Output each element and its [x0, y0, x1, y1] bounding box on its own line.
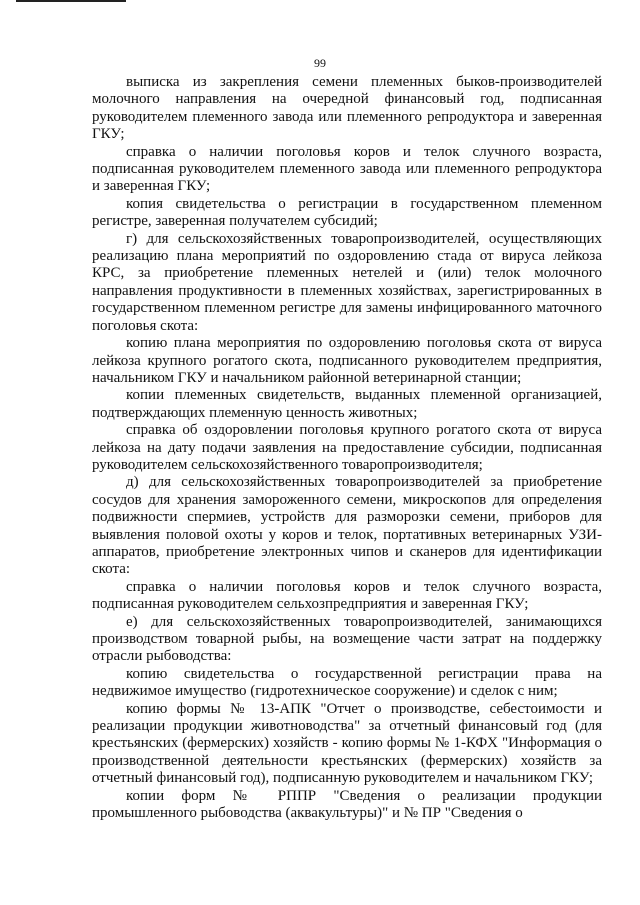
paragraph: копии форм № РППР "Сведения о реализации продукции промышленного рыбоводства (аквакультуры)" и № ПР "Сведения о — [92, 787, 602, 822]
top-border-line — [16, 0, 126, 2]
paragraph: е) для сельскохозяйственных товаропроизводителей, занимающихся производством товарной рыбы, на возмещение части затрат на поддержку отрасли рыбоводства: — [92, 613, 602, 665]
paragraph: копию свидетельства о государственной регистрации права на недвижимое имущество (гидротехническое сооружение) и сделок с ним; — [92, 665, 602, 700]
paragraph: копии племенных свидетельств, выданных племенной организацией, подтверждающих племенную ценность животных; — [92, 387, 602, 421]
paragraph: копию формы № 13-АПК "Отчет о производстве, себестоимости и реализации продукции животноводства" за отчетный финансовый год (для крестьянских (фермерских) хозяйств - копию формы № 1-КФХ "Информация о производственной деятельности крестьянских (фермерских) хозяйств за отчетный финансовый год), подписанную руководителем и начальником ГКУ; — [92, 700, 602, 787]
paragraph: д) для сельскохозяйственных товаропроизводителей за приобретение сосудов для хранения замороженного семени, микроскопов для определения подвижности спермиев, устройств для разморозки семени, приборов для выявления половой охоты у коров и телок, портативных ветеринарных УЗИ-аппаратов, приобретение электронных чипов и сканеров для идентификации скота: — [92, 474, 602, 578]
paragraph: копия свидетельства о регистрации в государственном племенном регистре, заверенная получателем субсидий; — [92, 195, 602, 230]
paragraph: справка о наличии поголовья коров и телок случного возраста, подписанная руководителем племенного завода или племенного репродуктора и заверенная ГКУ; — [92, 143, 602, 195]
document-body — [92, 74, 602, 822]
page-number: 99 — [314, 56, 326, 70]
paragraph: г) для сельскохозяйственных товаропроизводителей, осуществляющих реализацию плана мероприятий по оздоровлению стада от вируса лейкоза КРС, за приобретение племенных нетелей и (или) телок молочного направления продуктивности в племенных хозяйствах, зарегистрированных в государственном племенном регистре для замены инфицированного маточного поголовья скота: — [92, 230, 602, 334]
paragraph: копию плана мероприятия по оздоровлению поголовья скота от вируса лейкоза крупного рогатого скота, подписанного руководителем предприятия, начальником ГКУ и начальником районной ветеринарной станции; — [92, 335, 602, 386]
paragraph: справка о наличии поголовья коров и телок случного возраста, подписанная руководителем сельхозпредприятия и заверенная ГКУ; — [92, 578, 602, 613]
paragraph: справка об оздоровлении поголовья крупного рогатого скота от вируса лейкоза на дату подачи заявления на предоставление субсидии, подписанная руководителем сельскохозяйственного товаропроизводителя; — [92, 422, 602, 473]
paragraph: выписка из закрепления семени племенных быков-производителей молочного направления на очередной финансовый год, подписанная руководителем племенного завода или племенного репродуктора и заверенная ГКУ; — [92, 74, 602, 143]
